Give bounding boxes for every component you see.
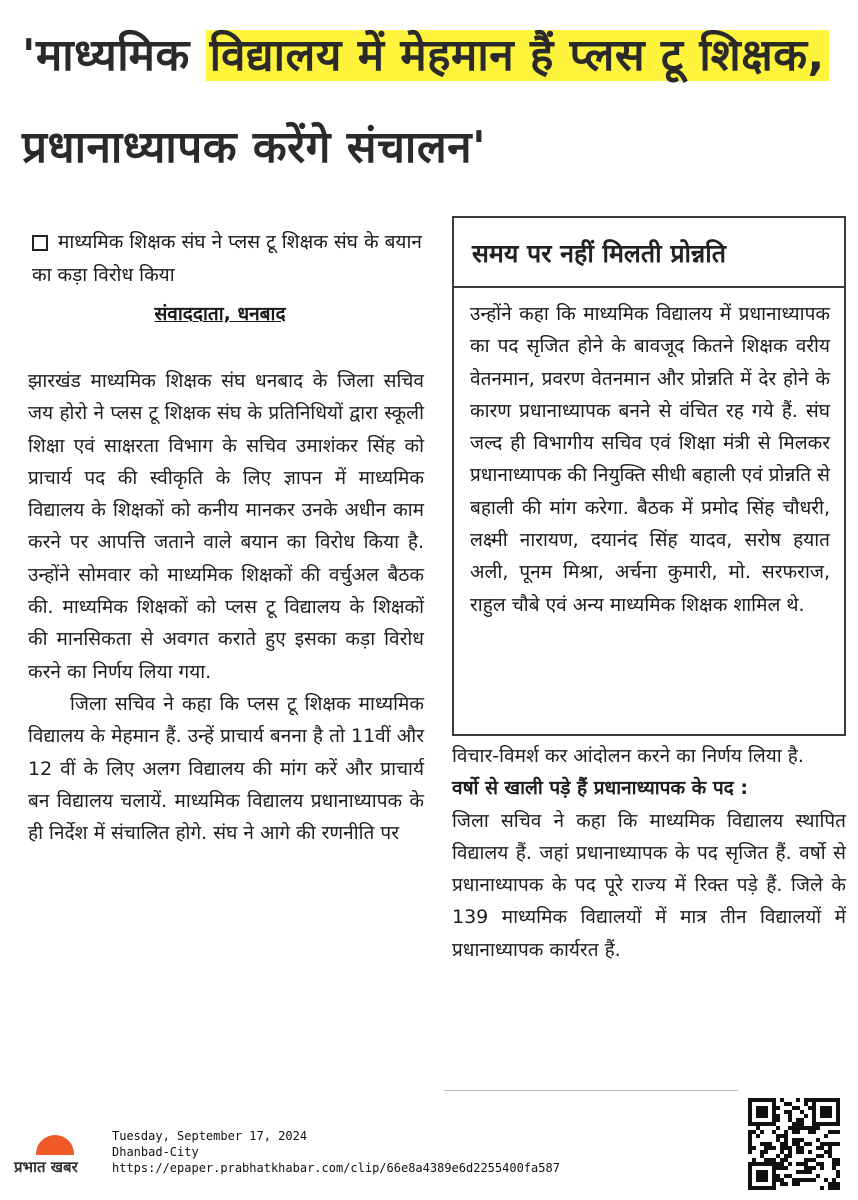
qr-module <box>804 1114 808 1118</box>
qr-module <box>772 1146 776 1150</box>
left-paragraph-2: जिला सचिव ने कहा कि प्लस टू शिक्षक माध्यमिक विद्यालय के मेहमान हैं. उन्हें प्राचार्य बनना है तो 11वीं और 12 वीं के लिए अलग विद्यालय की मांग करें और प्राचार्य बन विद्यालय चलायें. माध्यमिक विद्यालय प्रधानाध्यापक के ही निर्देश में संचालित होगे. संघ ने आगे की रणनीति पर <box>28 692 424 845</box>
qr-module <box>764 1114 768 1118</box>
qr-module <box>836 1142 840 1146</box>
subheadline <box>32 226 432 292</box>
qr-module <box>788 1162 792 1166</box>
qr-module <box>808 1142 812 1146</box>
logo-text: प्रभात खबर <box>14 1158 78 1176</box>
right-subhead: वर्षो से खाली पड़े हैं प्रधानाध्यापक के पद : <box>452 777 748 800</box>
right-column <box>452 740 846 966</box>
qr-module <box>752 1146 756 1150</box>
qr-module <box>812 1178 816 1182</box>
qr-module <box>796 1182 800 1186</box>
qr-module <box>836 1122 840 1126</box>
qr-module <box>788 1154 792 1158</box>
qr-module <box>776 1126 780 1130</box>
right-continuation: विचार-विमर्श कर आंदोलन करने का निर्णय लिया है. <box>452 745 804 767</box>
right-text: जिला सचिव ने कहा कि माध्यमिक विद्यालय स्थापित विद्यालय हैं. जहां प्रधानाध्यापक के पद सृजित हैं. वर्षो से प्रधानाध्यापक के पद पूरे राज्य में रिक्त पड़े हैं. जिले के 139 माध्यमिक विद्यालयों में मात्र तीन विद्यालयों में प्रधानाध्यापक कार्यरत हैं. <box>452 809 846 961</box>
qr-module <box>756 1134 760 1138</box>
qr-module <box>836 1130 840 1134</box>
left-column <box>28 365 424 849</box>
footer-date: Tuesday, September 17, 2024 <box>112 1129 308 1143</box>
qr-module <box>776 1118 780 1122</box>
qr-module <box>824 1134 828 1138</box>
headline-part3: प्रधानाध्यापक करेंगे संचालन' <box>22 122 487 173</box>
qr-module <box>812 1166 816 1170</box>
qr-module <box>748 1150 752 1154</box>
byline-text: संवाददाता, धनबाद <box>154 303 286 325</box>
qr-module <box>776 1106 780 1110</box>
qr-module <box>820 1154 824 1158</box>
qr-module <box>772 1186 776 1190</box>
box-title: समय पर नहीं मिलती प्रोन्नति <box>472 239 726 268</box>
footer-url[interactable]: https://epaper.prabhatkhabar.com/clip/66e8a4389e6d2255400fa587 <box>112 1161 560 1175</box>
qr-module <box>816 1126 820 1130</box>
qr-module <box>812 1130 816 1134</box>
qr-module <box>764 1178 768 1182</box>
prabhat-khabar-logo <box>14 1133 106 1183</box>
byline <box>0 300 440 326</box>
box-divider <box>454 286 844 288</box>
qr-module <box>784 1182 788 1186</box>
footer-meta <box>112 1128 560 1176</box>
qr-module <box>836 1186 840 1190</box>
qr-code-icon <box>748 1098 840 1190</box>
qr-module <box>808 1170 812 1174</box>
qr-module <box>808 1150 812 1154</box>
qr-module <box>764 1150 768 1154</box>
headline-highlighted: विद्यालय में मेहमान हैं प्लस टू शिक्षक, <box>206 30 829 81</box>
sun-logo-icon <box>36 1135 74 1155</box>
qr-module <box>800 1150 804 1154</box>
qr-module <box>820 1166 824 1170</box>
bullet-box-icon <box>32 235 48 251</box>
qr-module <box>816 1174 820 1178</box>
sidebar-box <box>452 216 846 736</box>
qr-module <box>828 1114 832 1118</box>
qr-module <box>760 1130 764 1134</box>
footer-edition: Dhanbad-City <box>112 1145 199 1159</box>
qr-module <box>784 1166 788 1170</box>
qr-module <box>836 1174 840 1178</box>
qr-module <box>820 1186 824 1190</box>
bottom-rule <box>444 1090 738 1091</box>
box-text: उन्होंने कहा कि माध्यमिक विद्यालय में प्रधानाध्यापक का पद सृजित होने के बावजूद कितने शिक्षक वरीय वेतनमान, प्रवरण वेतनमान और प्रोन्नति में देर होने के कारण प्रधानाध्यापक बनने से वंचित रह गये हैं. संघ जल्द ही विभागीय सचिव एवं शिक्षा मंत्री से मिलकर प्रधानाध्यापक की नियुक्ति सीधी बहाली एवं प्रोन्नति से बहाली की मांग करेगा. बैठक में प्रमोद सिंह चौधरी, लक्ष्मी नारायण, दयानंद सिंह यादव, सरोष हयात अली, पूनम मिश्रा, अर्चना कुमारी, मो. सरफराज, राहुल चौबे एवं अन्य माध्यमिक शिक्षक शामिल थे. <box>470 303 830 616</box>
qr-module <box>796 1098 800 1102</box>
subheadline-text: माध्यमिक शिक्षक संघ ने प्लस टू शिक्षक संघ के बयान का कड़ा विरोध किया <box>32 231 422 286</box>
qr-module <box>796 1130 800 1134</box>
qr-module <box>836 1162 840 1166</box>
headline <box>22 10 846 194</box>
left-paragraph-1: झारखंड माध्यमिक शिक्षक संघ धनबाद के जिला सचिव जय होरो ने प्लस टू शिक्षक संघ के प्रतिनिधियों द्वारा स्कूली शिक्षा एवं साक्षरता विभाग के सचिव उमाशंकर सिंह को प्राचार्य पद की स्वीकृति के लिए ज्ञापन में माध्यमिक विद्यालय के शिक्षकों को कनीय मानकर उनके अधीन काम करने पर आपत्ति जताने वाले बयान का विरोध किया है. उन्होंने सोमवार को माध्यमिक शिक्षकों की वर्चुअल बैठक की. माध्यमिक शिक्षकों को प्लस टू विद्यालय के शिक्षकों की मानसिकता से अवगत कराते हुए इसका कड़ा विरोध करने का निर्णय लिया गया. <box>28 370 424 683</box>
headline-part1: 'माध्यमिक <box>22 30 206 81</box>
